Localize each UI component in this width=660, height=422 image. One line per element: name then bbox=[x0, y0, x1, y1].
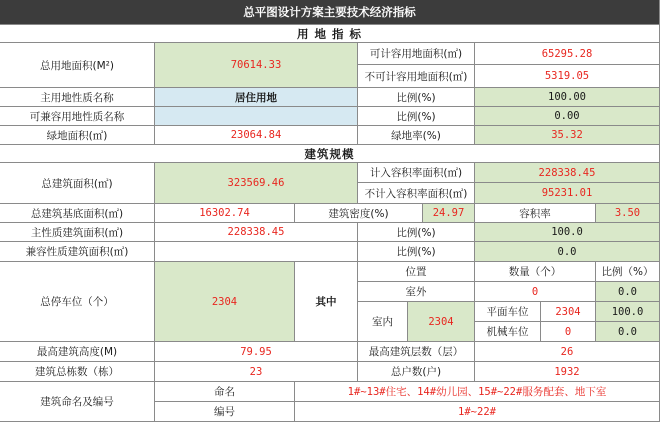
building-far-label: 计入容积率面积(㎡) bbox=[358, 163, 475, 183]
land-comp-use-label: 可兼容用地性质名称 bbox=[0, 107, 155, 126]
max-floors-value: 26 bbox=[475, 342, 660, 362]
parking-mech-value: 0 bbox=[541, 322, 596, 342]
comp-building-area-label: 兼容性质建筑面积(㎡) bbox=[0, 242, 155, 262]
parking-quantity-header: 数量（个） bbox=[475, 262, 596, 282]
comp-building-ratio-value: 0.0 bbox=[475, 242, 660, 262]
parking-flat-label: 平面车位 bbox=[475, 302, 541, 322]
parking-position-header: 位置 bbox=[358, 262, 475, 282]
base-area-value: 16302.74 bbox=[155, 204, 295, 223]
land-comp-ratio-label: 比例(%) bbox=[358, 107, 475, 126]
parking-total-label: 总停车位（个） bbox=[0, 262, 155, 342]
parking-mech-ratio: 0.0 bbox=[596, 322, 660, 342]
households-value: 1932 bbox=[475, 362, 660, 382]
name-label: 命名 bbox=[155, 382, 295, 402]
comp-building-area-value bbox=[155, 242, 358, 262]
main-building-area-label: 主性质建筑面积(㎡) bbox=[0, 223, 155, 242]
parking-ratio-header: 比例（%） bbox=[596, 262, 660, 282]
land-comp-use-value bbox=[155, 107, 358, 126]
density-value: 24.97 bbox=[423, 204, 475, 223]
parking-among-label: 其中 bbox=[295, 262, 358, 342]
green-rate-label: 绿地率(%) bbox=[358, 126, 475, 145]
section-header-land: 用 地 指 标 bbox=[0, 25, 660, 43]
building-total-area-label: 总建筑面积(㎡) bbox=[0, 163, 155, 204]
parking-mech-label: 机械车位 bbox=[475, 322, 541, 342]
land-main-use-value: 居住用地 bbox=[155, 88, 358, 107]
main-building-ratio-value: 100.0 bbox=[475, 223, 660, 242]
table-title: 总平图设计方案主要技术经济指标 bbox=[0, 0, 660, 25]
land-main-use-label: 主用地性质名称 bbox=[0, 88, 155, 107]
land-main-ratio-value: 100.00 bbox=[475, 88, 660, 107]
section-header-building: 建筑规模 bbox=[0, 145, 660, 163]
max-floors-label: 最高建筑层数（层） bbox=[358, 342, 475, 362]
households-label: 总户数(户) bbox=[358, 362, 475, 382]
building-far-value: 228338.45 bbox=[475, 163, 660, 183]
land-total-area-value: 70614.33 bbox=[155, 43, 358, 88]
land-nonfar-area-label: 不可计容用地面积(㎡) bbox=[358, 65, 475, 88]
far-ratio-label: 容积率 bbox=[475, 204, 596, 223]
max-height-label: 最高建筑高度(M) bbox=[0, 342, 155, 362]
comp-building-ratio-label: 比例(%) bbox=[358, 242, 475, 262]
far-ratio-value: 3.50 bbox=[596, 204, 660, 223]
base-area-label: 总建筑基底面积(㎡) bbox=[0, 204, 155, 223]
green-area-value: 23064.84 bbox=[155, 126, 358, 145]
land-far-area-value: 65295.28 bbox=[475, 43, 660, 65]
land-far-area-label: 可计容用地面积(㎡) bbox=[358, 43, 475, 65]
land-comp-ratio-value: 0.00 bbox=[475, 107, 660, 126]
parking-flat-ratio: 100.0 bbox=[596, 302, 660, 322]
main-building-area-value: 228338.45 bbox=[155, 223, 358, 242]
parking-indoor-value: 2304 bbox=[408, 302, 475, 342]
building-nonfar-label: 不计入容积率面积(㎡) bbox=[358, 183, 475, 204]
name-value: 1#~13#住宅、14#幼儿园、15#~22#服务配套、地下室 bbox=[295, 382, 660, 402]
land-nonfar-area-value: 5319.05 bbox=[475, 65, 660, 88]
number-value: 1#~22# bbox=[295, 402, 660, 422]
number-label: 编号 bbox=[155, 402, 295, 422]
building-count-value: 23 bbox=[155, 362, 358, 382]
parking-flat-value: 2304 bbox=[541, 302, 596, 322]
green-rate-value: 35.32 bbox=[475, 126, 660, 145]
parking-outdoor-ratio: 0.0 bbox=[596, 282, 660, 302]
parking-outdoor-value: 0 bbox=[475, 282, 596, 302]
parking-indoor-label: 室内 bbox=[358, 302, 408, 342]
land-main-ratio-label: 比例(%) bbox=[358, 88, 475, 107]
max-height-value: 79.95 bbox=[155, 342, 358, 362]
parking-total-value: 2304 bbox=[155, 262, 295, 342]
green-area-label: 绿地面积(㎡) bbox=[0, 126, 155, 145]
building-count-label: 建筑总栋数（栋） bbox=[0, 362, 155, 382]
naming-label: 建筑命名及编号 bbox=[0, 382, 155, 422]
main-building-ratio-label: 比例(%) bbox=[358, 223, 475, 242]
building-total-area-value: 323569.46 bbox=[155, 163, 358, 204]
building-nonfar-value: 95231.01 bbox=[475, 183, 660, 204]
parking-outdoor-label: 室外 bbox=[358, 282, 475, 302]
density-label: 建筑密度(%) bbox=[295, 204, 423, 223]
land-total-area-label: 总用地面积(M²) bbox=[0, 43, 155, 88]
